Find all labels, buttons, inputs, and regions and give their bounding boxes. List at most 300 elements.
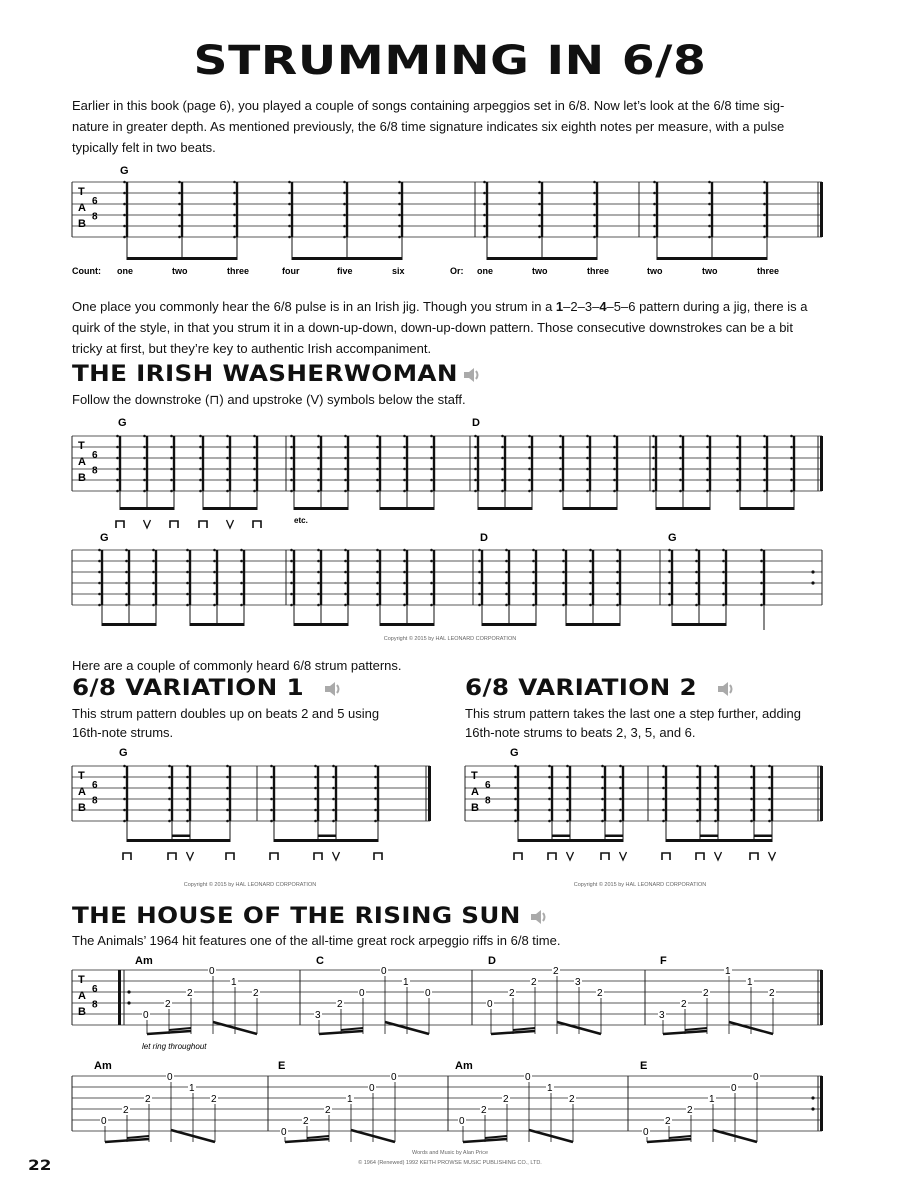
strum-dot [288,203,291,206]
strum-dot [695,582,698,585]
beam [482,623,536,626]
strum-dot [589,593,592,596]
tab-number: 0 [753,1072,759,1083]
strum-dot [288,181,291,184]
strum-dot [763,479,766,482]
strum-dot [750,765,753,768]
strum-dot [478,604,481,607]
strum-dot [240,549,243,552]
strum-dot [143,479,146,482]
strum-dot [116,457,119,460]
strum-dot [343,181,346,184]
chord-label: G [510,747,519,759]
strum-dot [562,604,565,607]
tab-number: 1 [189,1083,195,1094]
strum-dot [270,798,273,801]
strum-dot [430,582,433,585]
strum-dot [750,820,753,823]
strum-dot [317,457,320,460]
strum-dot [152,560,155,563]
beam [552,835,570,838]
strum-dot [344,468,347,471]
count-word: one [117,266,134,276]
strum-dot [679,490,682,493]
tab-letter: T [78,186,85,199]
strum-dot [708,181,711,184]
strum-dot [696,776,699,779]
strum-dot [170,468,173,471]
strum-dot [152,593,155,596]
strum-dot [722,560,725,563]
strum-dot [679,435,682,438]
strum-dot [768,798,771,801]
strum-dot [376,490,379,493]
strum-dot [344,435,347,438]
strum-dot [706,457,709,460]
strum-dot [317,446,320,449]
strum-dot [501,446,504,449]
strum-dot [125,571,128,574]
strum-dot [501,457,504,460]
strum-dot [143,435,146,438]
strum-dot [619,820,622,823]
beam [203,507,257,510]
strum-dot [562,593,565,596]
tab-number: 1 [403,977,409,988]
strum-dot [514,776,517,779]
strum-dot [763,203,766,206]
strum-dot [562,571,565,574]
tab-letter: B [78,218,86,231]
jig-line: quirk of the style, in that you strum it in a down-up-down, down-up-down pattern. Those consecutive downstrokes can be a bit [72,320,793,335]
strum-dot [736,468,739,471]
strum-dot [586,446,589,449]
strum-dot [398,181,401,184]
strum-dot [344,490,347,493]
count-word: two [172,266,188,276]
strum-dot [714,809,717,812]
strum-dot [548,776,551,779]
strum-dot [790,490,793,493]
strum-dot [736,490,739,493]
count-word: three [227,266,250,276]
tab-letter: B [78,1006,86,1019]
strum-dot [374,787,377,790]
speaker-icon[interactable] [716,679,736,699]
strum-dot [601,776,604,779]
chord-label: G [119,747,128,759]
upstroke-symbol [187,852,194,860]
beam [127,1136,149,1138]
strum-dot [290,479,293,482]
tab-number: 2 [325,1105,331,1116]
strum-dot [616,593,619,596]
strum-dot [538,181,541,184]
section-heading-rising: THE HOUSE OF THE RISING SUN [72,904,549,929]
strum-dot [290,604,293,607]
section-heading-var2: 6/8 VARIATION 2 [465,676,736,701]
strum-dot [317,604,320,607]
downstroke-symbol [601,853,609,860]
downstroke-symbol [270,853,278,860]
strum-dot [343,203,346,206]
strum-dot [233,225,236,228]
strum-dot [226,446,229,449]
var2-description: This strum pattern takes the last one a step further, adding 16th-note strums to beats 2, 3, 5, and 6. [465,706,802,740]
tab-number: 2 [509,988,515,999]
strum-dot [168,798,171,801]
staff-variations [0,742,900,872]
strum-dot [344,604,347,607]
strum-dot [233,203,236,206]
strum-dot [430,549,433,552]
strum-dot [226,820,229,823]
strum-dot [760,560,763,563]
strum-dot [538,203,541,206]
strum-dot [376,560,379,563]
strum-dot [483,214,486,217]
strum-dot [178,192,181,195]
beam [169,1028,191,1030]
strum-dot [125,549,128,552]
strum-dot [430,446,433,449]
strum-dot [123,214,126,217]
staff-lines [72,970,823,1025]
beam [478,507,532,510]
strum-dot [403,479,406,482]
strum-dot [152,604,155,607]
time-signature-digit: 6 [92,984,98,995]
strum-dot [170,490,173,493]
strum-dot [501,435,504,438]
strum-dot [589,571,592,574]
strum-dot [532,604,535,607]
strum-dot [270,787,273,790]
strum-dot [253,457,256,460]
strum-dot [768,765,771,768]
strum-dot [253,479,256,482]
strum-dot [514,765,517,768]
strum-dot [616,549,619,552]
strum-dot [668,560,671,563]
repeat-dot [127,1001,130,1004]
strum-dot [619,798,622,801]
strum-dot [652,468,655,471]
staff-rising [0,948,900,1146]
jig-line: tricky at first, but they’re key to authentic Irish accompaniment. [72,341,432,356]
strum-dot [152,582,155,585]
strum-dot [288,192,291,195]
copyright-irish: Copyright © 2015 by HAL LEONARD CORPORATION [383,636,517,642]
strum-dot [152,549,155,552]
upstroke-symbol [333,852,340,860]
tab-number: 0 [369,1083,375,1094]
strum-dot [332,820,335,823]
strum-marks [123,765,772,842]
strum-dot [528,457,531,460]
final-barline [820,970,823,1025]
time-signature-digit: 6 [92,196,98,207]
strum-dot [763,181,766,184]
strum-dot [186,787,189,790]
strum-dot [528,446,531,449]
tab-number: 2 [531,977,537,988]
strum-dot [601,787,604,790]
strum-dot [170,457,173,460]
strum-dot [403,571,406,574]
strum-dot [213,560,216,563]
repeat-dot [811,1107,814,1110]
count-word: three [587,266,610,276]
strum-dot [199,490,202,493]
strum-dot [616,560,619,563]
strum-dot [790,435,793,438]
strum-dot [662,776,665,779]
strum-dot [760,582,763,585]
strum-dot [186,809,189,812]
strum-dot [768,809,771,812]
strum-dot [653,181,656,184]
strum-dot [501,479,504,482]
tab-number: 0 [425,988,431,999]
strum-dot [123,765,126,768]
irish-instruction: Follow the downstroke (⊓) and upstroke (V) symbols below the staff. [72,392,466,407]
count-label: Count: [72,266,101,276]
strum-dot [288,214,291,217]
page-title: STRUMMING IN 6/8 [193,38,707,84]
strum-dot [376,435,379,438]
speaker-icon[interactable] [462,365,482,385]
strum-dot [314,765,317,768]
strum-dot [170,479,173,482]
copyright-rising: © 1964 (Renewed) 1992 KEITH PROWSE MUSIC PUBLISHING CO., LTD. [358,1160,542,1166]
tab-number: 2 [553,966,559,977]
strum-dot [317,560,320,563]
strum-dot [186,765,189,768]
strum-dot [548,798,551,801]
strum-dot [593,214,596,217]
strum-dot [696,798,699,801]
tab-number: 0 [487,999,493,1010]
etc-label: etc. [294,516,308,525]
chord-label: G [668,532,677,544]
strum-dot [123,203,126,206]
count-word: five [337,266,353,276]
tab-number: 2 [703,988,709,999]
speaker-icon[interactable] [529,907,549,927]
downstroke-symbol [116,521,124,528]
repeat-bar [118,970,121,1025]
beam [341,1028,363,1030]
strum-dot [125,560,128,563]
strum-dot [613,457,616,460]
downstroke-symbol [123,853,131,860]
strum-dot [616,582,619,585]
strum-dot [226,809,229,812]
strum-dot [528,490,531,493]
strum-dot [706,490,709,493]
strum-dot [708,214,711,217]
strum-dot [589,560,592,563]
beam [754,835,772,838]
strum-dot [613,490,616,493]
strum-marks [116,435,794,510]
strum-dot [722,549,725,552]
chord-label: C [316,955,324,967]
strum-dot [123,225,126,228]
tab-number: 0 [459,1116,465,1127]
strum-dot [376,549,379,552]
strum-dot [374,798,377,801]
strum-dot [505,604,508,607]
chord-label: G [120,165,129,177]
strum-dot [270,776,273,779]
speaker-icon[interactable] [323,679,343,699]
strum-dot [186,560,189,563]
strum-dot [736,435,739,438]
strum-dot [332,765,335,768]
downstroke-symbol [168,853,176,860]
strum-dot [344,549,347,552]
strum-dot [226,798,229,801]
strum-dot [532,593,535,596]
strum-dot [593,236,596,239]
tab-number: 2 [665,1116,671,1127]
rising-description: The Animals’ 1964 hit features one of the all-time great rock arpeggio riffs in 6/8 time. [72,933,561,948]
strum-dot [123,181,126,184]
strum-dot [652,490,655,493]
strum-dot [586,490,589,493]
strum-dot [430,457,433,460]
tab-number: 2 [597,988,603,999]
tab-letter: T [471,770,478,783]
strum-dot [398,203,401,206]
strum-dot [199,479,202,482]
tab-number: 0 [391,1072,397,1083]
strum-dot [98,549,101,552]
strum-dot [143,457,146,460]
strum-dot [474,468,477,471]
strum-dot [566,820,569,823]
upstroke-symbol [620,852,627,860]
strum-dot [736,457,739,460]
count-word: six [392,266,405,276]
strum-dot [760,571,763,574]
beam [172,835,190,838]
chord-label: D [480,532,488,544]
strum-dot [695,593,698,596]
strum-dot [398,214,401,217]
tab-number: 2 [769,988,775,999]
section-heading-irish: THE IRISH WASHERWOMAN [72,362,482,387]
strum-dot [790,479,793,482]
count-word: three [757,266,780,276]
strum-dot [653,236,656,239]
strum-dot [376,446,379,449]
downstroke-symbol [662,853,670,860]
strum-dot [98,593,101,596]
strum-dot [430,571,433,574]
chord-label: Am [94,1060,112,1072]
strum-dot [708,192,711,195]
strum-dot [505,593,508,596]
strum-dot [376,571,379,574]
strum-dot [125,582,128,585]
time-signature-digit: 8 [92,211,98,223]
strum-dot [593,181,596,184]
strum-dot [403,560,406,563]
strum-marks [123,181,767,260]
strum-dot [143,490,146,493]
strum-dot [722,604,725,607]
strum-dot [213,593,216,596]
strum-dot [662,765,665,768]
strum-dot [662,809,665,812]
strum-dot [344,560,347,563]
tab-letter: A [78,202,86,215]
strum-dot [290,457,293,460]
chord-label: E [278,1060,286,1072]
strum-dot [226,479,229,482]
beam [740,507,794,510]
strum-dot [376,593,379,596]
strum-dot [474,479,477,482]
upstroke-symbol [769,852,776,860]
beam [487,257,597,260]
beam [566,623,620,626]
strum-dot [668,571,671,574]
strum-dot [750,787,753,790]
strum-dot [270,820,273,823]
tab-number: 2 [503,1094,509,1105]
strum-dot [199,435,202,438]
tab-number: 3 [575,977,581,988]
strum-dot [706,479,709,482]
strum-dot [403,490,406,493]
strum-dot [253,446,256,449]
strum-dot [763,225,766,228]
strum-dot [233,214,236,217]
strum-dot [288,225,291,228]
downstroke-symbol [696,853,704,860]
beam [657,257,767,260]
strum-dot [123,236,126,239]
strum-dot [619,787,622,790]
strum-dot [403,435,406,438]
beam [102,623,156,626]
strum-dot [344,571,347,574]
tab-number: 0 [731,1083,737,1094]
strum-dot [589,604,592,607]
strum-dot [514,798,517,801]
beam [513,1028,535,1030]
strum-dot [343,192,346,195]
copyright-var2: Copyright © 2015 by HAL LEONARD CORPORATION [573,882,707,888]
downstroke-symbol [750,853,758,860]
strum-dot [505,560,508,563]
strum-dot [696,787,699,790]
strum-dot [696,809,699,812]
strum-dot [317,468,320,471]
tab-number: 2 [481,1105,487,1116]
strum-dot [178,214,181,217]
strum-dot [226,435,229,438]
strum-dot [714,776,717,779]
strum-dot [170,446,173,449]
strum-dot [116,479,119,482]
tab-number: 0 [167,1072,173,1083]
strum-dot [314,809,317,812]
